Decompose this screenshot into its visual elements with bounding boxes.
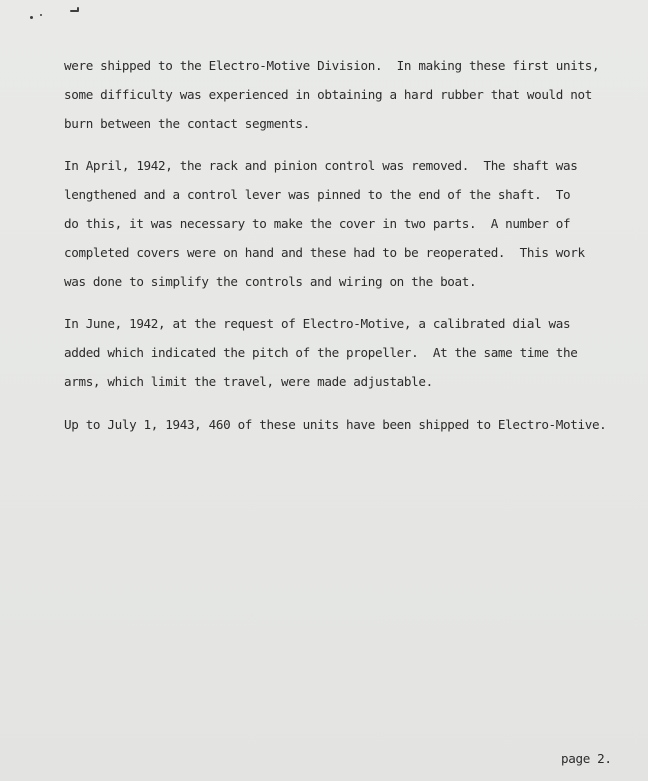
paragraph-2 <box>64 152 604 296</box>
text-line: lengthened and a control lever was pinned to the end of the shaft. To <box>64 187 571 203</box>
text-line: added which indicated the pitch of the propeller. At the same time the <box>64 345 578 361</box>
body-text <box>64 52 607 454</box>
text-line: arms, which limit the travel, were made adjustable. <box>64 373 433 389</box>
stray-pen-mark <box>30 6 90 22</box>
text-line: burn between the contact segments. <box>64 115 310 131</box>
page-number: page 2. <box>561 751 612 766</box>
text-line: do this, it was necessary to make the cover in two parts. A number of <box>64 215 571 231</box>
paragraph-1 <box>64 52 604 138</box>
text-line: In June, 1942, at the request of Electro-Motive, a calibrated dial was <box>64 316 571 332</box>
text-line: was done to simplify the controls and wiring on the boat. <box>64 273 477 289</box>
text-line: In April, 1942, the rack and pinion control was removed. The shaft was <box>64 158 578 174</box>
paragraph-3 <box>64 310 604 396</box>
paragraph-4 <box>64 411 607 440</box>
text-line: were shipped to the Electro-Motive Division. In making these first units, <box>64 58 600 73</box>
text-line: some difficulty was experienced in obtaining a hard rubber that would not <box>64 86 592 102</box>
text-line: Up to July 1, 1943, 460 of these units have been shipped to Electro-Motive. <box>64 416 607 432</box>
text-line: completed covers were on hand and these had to be reoperated. This work <box>64 244 585 260</box>
